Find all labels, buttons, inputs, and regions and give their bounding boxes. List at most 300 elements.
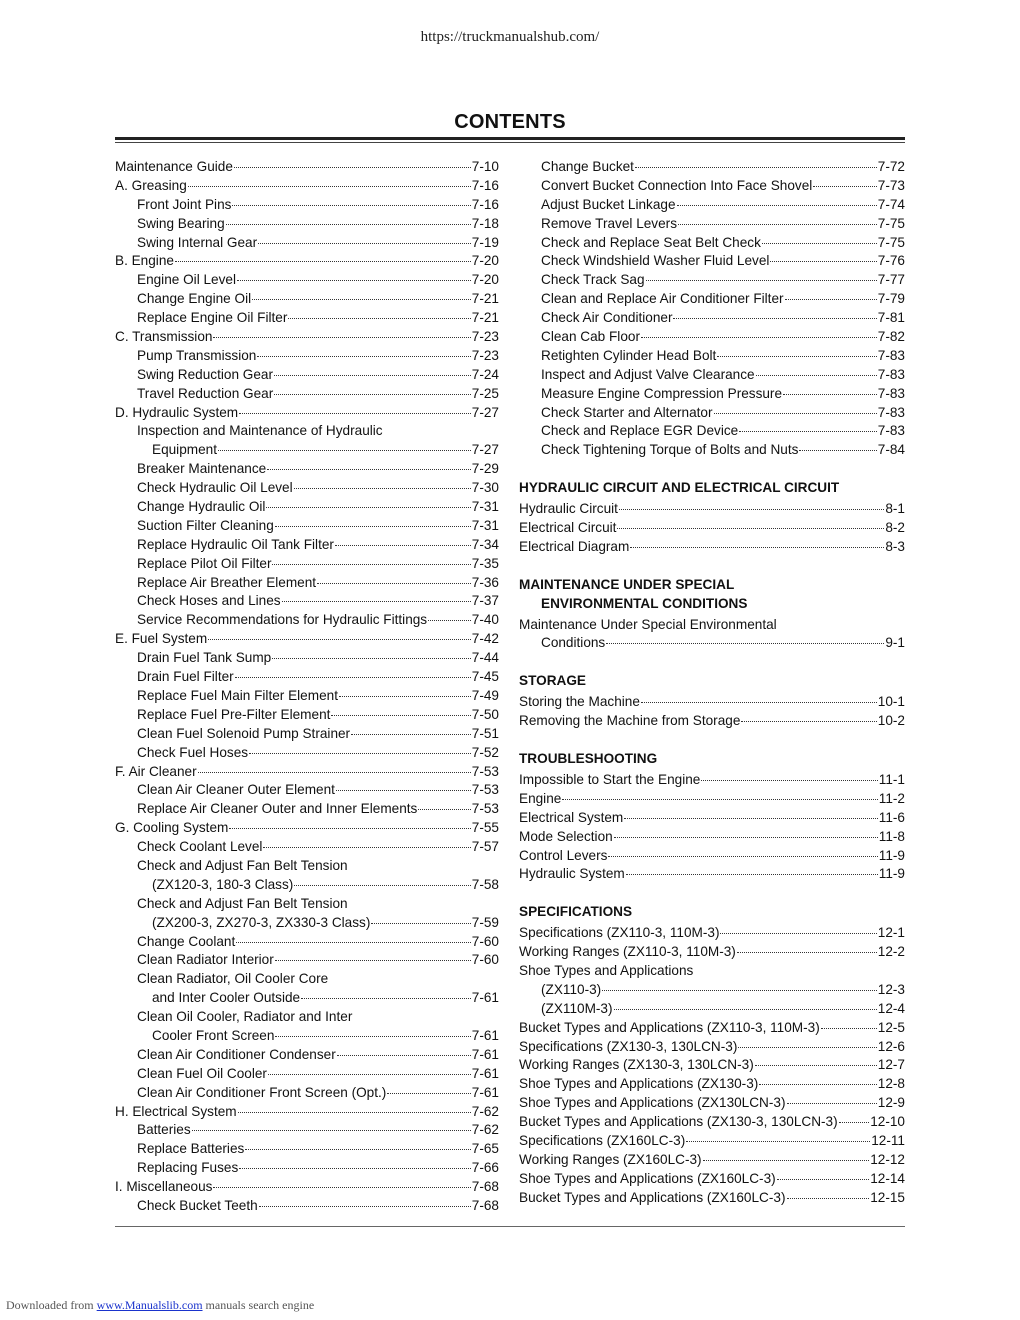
dot-leader (252, 299, 471, 300)
header-url[interactable]: https://truckmanualshub.com/ (420, 29, 600, 45)
toc-entry-title: Bucket Types and Applications (ZX110-3, 110M-3) (519, 1019, 820, 1035)
toc-entry[interactable] (115, 611, 499, 630)
toc-page-number: 7-83 (877, 404, 905, 420)
toc-page-number: 12-2 (877, 944, 905, 960)
toc-page-number: 7-18 (471, 215, 499, 231)
dot-leader (336, 790, 471, 791)
toc-page-number: 7-20 (471, 272, 499, 288)
dot-leader (737, 952, 877, 953)
dot-leader (641, 702, 877, 703)
toc-page-number: 7-24 (471, 366, 499, 382)
toc-page-number: 7-30 (471, 480, 499, 496)
dot-leader (785, 299, 877, 300)
toc-entry[interactable] (115, 309, 499, 328)
toc-page-number: 12-10 (870, 1114, 905, 1130)
dot-leader (755, 1065, 877, 1066)
toc-entry[interactable] (519, 422, 905, 441)
toc-entry[interactable] (115, 630, 499, 649)
toc-entry[interactable] (519, 328, 905, 347)
toc-page-number: 12-15 (870, 1189, 905, 1205)
toc-entry-title: Equipment (152, 442, 217, 458)
toc-entry[interactable] (115, 479, 499, 498)
toc-entry-title: C. Transmission (115, 329, 213, 345)
toc-entry-title: Replace Batteries (137, 1141, 245, 1157)
toc-entry[interactable] (519, 1189, 905, 1208)
toc-page-number: 7-35 (471, 555, 499, 571)
toc-entry[interactable] (519, 712, 905, 731)
toc-entry-title: Check Windshield Washer Fluid Level (541, 253, 770, 269)
toc-entry-continued: Clean Oil Cooler, Radiator and Inter (137, 1009, 353, 1025)
dot-leader (635, 167, 877, 168)
toc-page-number: 7-65 (471, 1141, 499, 1157)
toc-entry-title: Bucket Types and Applications (ZX130-3, 130LCN-3) (519, 1114, 838, 1130)
dot-leader (783, 394, 877, 395)
dot-leader (630, 547, 884, 548)
toc-entry[interactable] (519, 385, 905, 404)
toc-entry-title: Check Hoses and Lines (137, 593, 281, 609)
toc-entry[interactable] (519, 500, 905, 519)
toc-entry[interactable] (115, 404, 499, 423)
toc-entry-title: Remove Travel Levers (541, 215, 677, 231)
toc-entry-title: Shoe Types and Applications (ZX130-3) (519, 1076, 759, 1092)
dot-leader (226, 224, 471, 225)
toc-entry[interactable] (519, 196, 905, 215)
dot-leader (821, 1028, 877, 1029)
toc-entry[interactable] (115, 800, 499, 819)
dot-leader (799, 450, 876, 451)
toc-entry-title: Replace Fuel Main Filter Element (137, 687, 338, 703)
toc-entry[interactable] (519, 1094, 905, 1113)
toc-entry-title: Swing Bearing (137, 215, 225, 231)
dot-leader (677, 205, 877, 206)
toc-page-number: 8-2 (885, 520, 905, 536)
toc-page-number: 12-12 (870, 1151, 905, 1167)
toc-entry[interactable] (519, 634, 905, 653)
toc-entry-title: Clean and Replace Air Conditioner Filter (541, 291, 784, 307)
toc-page-number: 7-49 (471, 687, 499, 703)
dot-leader (606, 643, 884, 644)
dot-leader (234, 167, 471, 168)
toc-entry[interactable] (115, 876, 499, 895)
toc-entry-title: Maintenance Guide (115, 159, 233, 174)
toc-entry[interactable] (519, 271, 905, 290)
dot-leader (275, 1036, 470, 1037)
toc-entry-title: Replace Air Breather Element (137, 574, 317, 590)
toc-entry-title: Clean Fuel Oil Cooler (137, 1065, 267, 1081)
footer-suffix: manuals search engine (205, 1298, 315, 1312)
toc-entry-title: Replacing Fuses (137, 1160, 239, 1176)
toc-entry[interactable] (519, 771, 905, 790)
toc-entry[interactable] (519, 809, 905, 828)
toc-entry-title: I. Miscellaneous (115, 1179, 213, 1195)
toc-entry[interactable] (519, 234, 905, 253)
toc-page-number: 11-9 (878, 847, 905, 863)
toc-entry-title: Convert Bucket Connection Into Face Shovel (541, 177, 813, 193)
dot-leader (337, 1055, 471, 1056)
dot-leader (272, 658, 471, 659)
toc-entry-title: Hydraulic Circuit (519, 501, 618, 517)
toc-page-number: 11-6 (878, 809, 905, 825)
toc-entry-title: Change Bucket (541, 159, 634, 174)
toc-entry[interactable] (519, 1075, 905, 1094)
dot-leader (294, 885, 471, 886)
toc-entry-title: and Inter Cooler Outside (152, 990, 301, 1006)
toc-entry[interactable] (115, 385, 499, 404)
toc-entry-title: Shoe Types and Applications (ZX130LCN-3) (519, 1095, 786, 1111)
toc-entry[interactable] (115, 838, 499, 857)
toc-entry[interactable] (115, 763, 499, 782)
toc-entry[interactable] (115, 555, 499, 574)
toc-entry[interactable] (115, 574, 499, 593)
dot-leader (218, 450, 471, 451)
toc-entry[interactable] (115, 177, 499, 196)
toc-entry-title: Clean Cab Floor (541, 329, 640, 345)
toc-entry-title: Measure Engine Compression Pressure (541, 385, 783, 401)
toc-entry-title: Replace Fuel Pre-Filter Element (137, 706, 331, 722)
toc-entry[interactable] (115, 592, 499, 611)
toc-page-number: 7-42 (471, 631, 499, 647)
toc-page-number: 7-53 (471, 801, 499, 817)
toc-page-number: 12-8 (877, 1076, 905, 1092)
dot-leader (339, 696, 471, 697)
dot-leader (192, 1130, 471, 1131)
toc-entry[interactable] (519, 290, 905, 309)
toc-page-number: 7-23 (471, 347, 499, 363)
toc-entry-title: Check Hydraulic Oil Level (137, 480, 293, 496)
toc-page-number: 7-74 (877, 196, 905, 212)
toc-page-number: 7-29 (471, 461, 499, 477)
toc-entry-title: Drain Fuel Filter (137, 669, 234, 685)
toc-page-number: 7-68 (471, 1197, 499, 1213)
dot-leader (787, 1103, 877, 1104)
toc-page-number: 12-11 (871, 1132, 905, 1148)
toc-entry[interactable] (115, 649, 499, 668)
toc-page-number: 7-10 (471, 159, 499, 174)
toc-page-number: 7-68 (471, 1179, 499, 1195)
toc-entry[interactable] (115, 234, 499, 253)
dot-leader (274, 394, 471, 395)
toc-entry[interactable] (115, 328, 499, 347)
bottom-rule (115, 1226, 905, 1227)
dot-leader (274, 375, 471, 376)
toc-entry[interactable] (519, 693, 905, 712)
toc-entry-title: H. Electrical System (115, 1103, 237, 1119)
toc-page-number: 7-75 (877, 234, 905, 250)
toc-entry[interactable] (115, 366, 499, 385)
toc-entry[interactable] (115, 215, 499, 234)
toc-entry-title: Travel Reduction Gear (137, 385, 274, 401)
toc-entry-title: Check Air Conditioner (541, 310, 673, 326)
dot-leader (213, 1187, 470, 1188)
toc-entry[interactable] (519, 1113, 905, 1132)
toc-page-number: 7-25 (471, 385, 499, 401)
toc-page-number: 12-7 (877, 1057, 905, 1073)
toc-entry[interactable] (115, 687, 499, 706)
toc-page-number: 12-5 (877, 1019, 905, 1035)
toc-entry[interactable] (519, 1000, 905, 1019)
toc-entry-title: Control Levers (519, 847, 608, 863)
toc-entry[interactable] (519, 441, 905, 460)
dot-leader (624, 818, 878, 819)
dot-leader (714, 413, 877, 414)
toc-entry-title: Drain Fuel Tank Sump (137, 650, 272, 666)
footer-prefix: Downloaded from (6, 1298, 94, 1312)
toc-entry[interactable] (519, 1170, 905, 1189)
toc-entry-title: Replace Engine Oil Filter (137, 310, 288, 326)
toc-page-number: 7-58 (471, 876, 499, 892)
toc-entry[interactable] (519, 347, 905, 366)
toc-entry[interactable] (115, 706, 499, 725)
section-heading: TROUBLESHOOTING (519, 751, 658, 767)
toc-entry[interactable] (115, 196, 499, 215)
toc-entry-title: G. Cooling System (115, 820, 229, 836)
toc-entry-title: Replace Hydraulic Oil Tank Filter (137, 536, 334, 552)
toc-entry[interactable] (519, 366, 905, 385)
dot-leader (235, 677, 471, 678)
toc-entry[interactable] (115, 744, 499, 763)
toc-page-number: 7-52 (471, 744, 499, 760)
toc-entry[interactable] (115, 781, 499, 800)
toc-entry-title: Swing Internal Gear (137, 234, 258, 250)
toc-page-number: 7-73 (877, 177, 905, 193)
toc-page-number: 12-9 (877, 1095, 905, 1111)
toc-entry[interactable] (115, 725, 499, 744)
toc-entry-title: Check and Replace EGR Device (541, 423, 739, 439)
dot-leader (770, 261, 876, 262)
toc-entry[interactable] (115, 158, 499, 177)
toc-entry[interactable] (519, 1056, 905, 1075)
toc-entry[interactable] (115, 668, 499, 687)
dot-leader (267, 469, 471, 470)
toc-entry-title: Check Tightening Torque of Bolts and Nuts (541, 442, 799, 458)
toc-entry-title: Breaker Maintenance (137, 461, 267, 477)
toc-entry-continued: Check and Adjust Fan Belt Tension (137, 895, 348, 911)
toc-page-number: 7-61 (471, 1027, 499, 1043)
toc-entry-title: Check Bucket Teeth (137, 1197, 258, 1213)
toc-entry[interactable] (519, 1038, 905, 1057)
toc-entry[interactable] (115, 1084, 499, 1103)
toc-page-number: 7-81 (877, 310, 905, 326)
section-heading: SPECIFICATIONS (519, 904, 633, 920)
toc-entry[interactable] (519, 538, 905, 557)
dot-leader (741, 721, 876, 722)
footer (6, 1298, 314, 1313)
dot-leader (208, 639, 471, 640)
toc-entry[interactable] (519, 865, 905, 884)
dot-leader (614, 1009, 877, 1010)
dot-leader (626, 874, 878, 875)
toc-entry[interactable] (519, 158, 905, 177)
toc-entry-title: Hydraulic System (519, 866, 625, 882)
toc-entry[interactable] (115, 517, 499, 536)
toc-entry-title: Check Fuel Hoses (137, 744, 249, 760)
dot-leader (387, 1093, 470, 1094)
dot-leader (237, 280, 471, 281)
toc-page-number: 7-31 (471, 517, 499, 533)
toc-page-number: 7-75 (877, 215, 905, 231)
toc-entry-title: Pump Transmission (137, 347, 257, 363)
toc-page-number: 7-61 (471, 1084, 499, 1100)
toc-entry-title: A. Greasing (115, 177, 187, 193)
toc-entry-title: Bucket Types and Applications (ZX160LC-3) (519, 1189, 786, 1205)
toc-entry-title: Change Coolant (137, 933, 236, 949)
toc-entry[interactable] (115, 989, 499, 1008)
toc-page-number: 7-77 (877, 272, 905, 288)
toc-page-number: 7-53 (471, 782, 499, 798)
dot-leader (263, 847, 470, 848)
toc-entry[interactable] (115, 290, 499, 309)
toc-entry-title: Engine (519, 790, 562, 806)
toc-entry-title: Clean Fuel Solenoid Pump Strainer (137, 725, 351, 741)
toc-entry[interactable] (115, 1159, 499, 1178)
toc-page-number: 11-8 (878, 828, 905, 844)
toc-entry-title: D. Hydraulic System (115, 404, 239, 420)
toc-page-number: 7-60 (471, 952, 499, 968)
toc-entry-continued: Maintenance Under Special Environmental (519, 616, 777, 632)
toc-page-number: 7-16 (471, 196, 499, 212)
dot-leader (301, 998, 471, 999)
toc-page-number: 7-83 (877, 385, 905, 401)
toc-entry[interactable] (519, 309, 905, 328)
toc-entry[interactable] (519, 847, 905, 866)
toc-entry[interactable] (519, 215, 905, 234)
toc-entry[interactable] (519, 981, 905, 1000)
toc-entry-title: Clean Air Conditioner Front Screen (Opt.) (137, 1084, 387, 1100)
dot-leader (294, 488, 471, 489)
dot-leader (236, 942, 471, 943)
toc-entry[interactable] (115, 1027, 499, 1046)
toc-entry-title: Check and Replace Seat Belt Check (541, 234, 761, 250)
dot-leader (617, 528, 884, 529)
toc-entry-title: (ZX110-3) (541, 981, 602, 997)
section-heading: ENVIRONMENTAL CONDITIONS (541, 595, 748, 611)
toc-entry[interactable] (519, 924, 905, 943)
dot-leader (232, 205, 470, 206)
toc-page-number: 7-37 (471, 593, 499, 609)
dot-leader (288, 318, 470, 319)
toc-entry[interactable] (519, 1019, 905, 1038)
toc-entry[interactable] (519, 828, 905, 847)
toc-page-number: 7-27 (471, 404, 499, 420)
toc-entry[interactable] (115, 1065, 499, 1084)
toc-page-number: 7-83 (877, 366, 905, 382)
dot-leader (331, 715, 470, 716)
toc-entry[interactable] (115, 1121, 499, 1140)
toc-entry-title: Service Recommendations for Hydraulic Fittings (137, 612, 428, 628)
dot-leader (213, 337, 470, 338)
toc-entry-title: Clean Radiator Interior (137, 952, 274, 968)
dot-leader (602, 990, 877, 991)
dot-leader (239, 413, 471, 414)
toc-entry[interactable] (115, 441, 499, 460)
toc-entry[interactable] (519, 1151, 905, 1170)
toc-entry-title: Removing the Machine from Storage (519, 713, 741, 729)
toc-entry[interactable] (115, 498, 499, 517)
toc-entry[interactable] (115, 1197, 499, 1216)
toc-entry[interactable] (115, 1046, 499, 1065)
dot-leader (762, 243, 877, 244)
toc-entry-title: Change Hydraulic Oil (137, 499, 266, 515)
toc-entry[interactable] (519, 943, 905, 962)
dot-leader (839, 1122, 870, 1123)
toc-entry-title: Clean Air Conditioner Condenser (137, 1046, 336, 1062)
toc-page-number: 7-44 (471, 650, 499, 666)
toc-entry[interactable] (519, 519, 905, 538)
toc-entry[interactable] (519, 177, 905, 196)
toc-entry[interactable] (519, 1132, 905, 1151)
toc-page-number: 7-20 (471, 253, 499, 269)
toc-entry-title: Swing Reduction Gear (137, 366, 274, 382)
dot-leader (619, 509, 884, 510)
toc-entry[interactable] (115, 1103, 499, 1122)
toc-entry[interactable] (115, 536, 499, 555)
dot-leader (249, 753, 471, 754)
toc-entry[interactable] (115, 933, 499, 952)
toc-entry-title: (ZX200-3, ZX270-3, ZX330-3 Class) (152, 914, 371, 930)
toc-page-number: 7-31 (471, 499, 499, 515)
toc-entry-continued: Shoe Types and Applications (519, 962, 694, 978)
toc-entry-continued: Check and Adjust Fan Belt Tension (137, 857, 348, 873)
toc-page-number: 11-9 (878, 866, 905, 882)
toc-page-number: 7-62 (471, 1103, 499, 1119)
dot-leader (614, 837, 878, 838)
toc-entry[interactable] (115, 819, 499, 838)
toc-entry-title: Replace Pilot Oil Filter (137, 555, 272, 571)
toc-entry[interactable] (115, 1140, 499, 1159)
toc-page-number: 7-59 (471, 914, 499, 930)
toc-entry[interactable] (115, 914, 499, 933)
dot-leader (759, 1084, 876, 1085)
toc-page-number: 9-1 (885, 635, 905, 651)
toc-page-number: 7-57 (471, 839, 499, 855)
toc-entry-title: Working Ranges (ZX130-3, 130LCN-3) (519, 1057, 754, 1073)
toc-page-number: 12-3 (877, 981, 905, 997)
toc-entry[interactable] (115, 271, 499, 290)
toc-entry[interactable] (519, 404, 905, 423)
toc-entry[interactable] (115, 252, 499, 271)
footer-link[interactable]: www.Manualslib.com (96, 1298, 203, 1312)
toc-entry-title: Shoe Types and Applications (ZX160LC-3) (519, 1170, 776, 1186)
dot-leader (239, 1168, 471, 1169)
toc-page-number: 7-55 (471, 820, 499, 836)
toc-entry-title: Front Joint Pins (137, 196, 232, 212)
dot-leader (646, 280, 877, 281)
dot-leader (756, 375, 877, 376)
toc-entry-title: Conditions (541, 635, 606, 651)
toc-entry[interactable] (115, 347, 499, 366)
toc-entry[interactable] (115, 1178, 499, 1197)
dot-leader (678, 224, 877, 225)
toc-entry[interactable] (115, 460, 499, 479)
dot-leader (717, 356, 876, 357)
section-heading: MAINTENANCE UNDER SPECIAL (519, 576, 735, 592)
toc-entry[interactable] (519, 790, 905, 809)
toc-entry[interactable] (519, 252, 905, 271)
toc-entry-title: Working Ranges (ZX160LC-3) (519, 1151, 702, 1167)
toc-page-number: 7-19 (471, 234, 499, 250)
toc-entry-title: Adjust Bucket Linkage (541, 196, 676, 212)
toc-entry-title: Impossible to Start the Engine (519, 771, 701, 787)
dot-leader (335, 545, 471, 546)
dot-leader (275, 526, 471, 527)
toc-entry[interactable] (115, 951, 499, 970)
toc-entry-title: B. Engine (115, 253, 174, 269)
dot-leader (317, 583, 471, 584)
dot-leader (418, 809, 470, 810)
toc-entry-continued: Clean Radiator, Oil Cooler Core (137, 971, 329, 987)
toc-page-number: 7-84 (877, 442, 905, 458)
toc-page-number: 11-1 (878, 771, 905, 787)
